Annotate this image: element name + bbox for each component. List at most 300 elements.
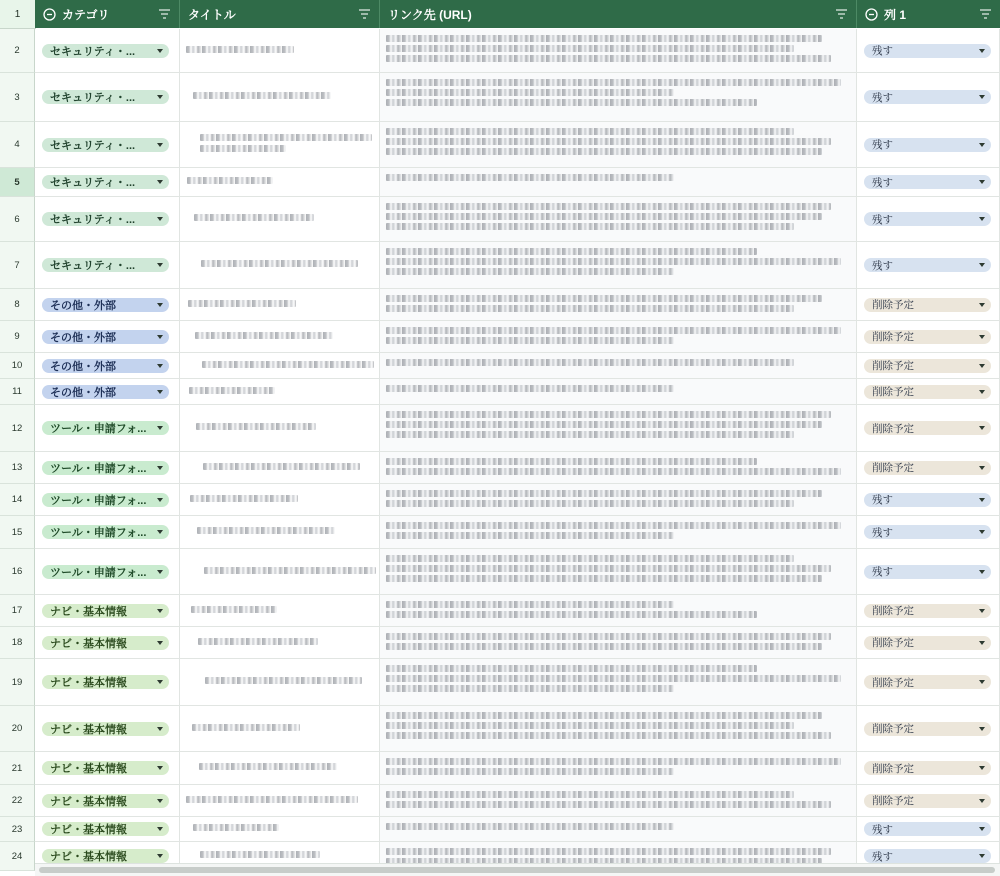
chevron-down-icon[interactable] [979,335,985,339]
table-row[interactable] [0,405,1000,452]
category-cell[interactable] [35,785,180,817]
category-dropdown-chip[interactable] [42,44,169,58]
action-dropdown-chip[interactable] [864,258,991,272]
chevron-down-icon[interactable] [157,335,163,339]
action-dropdown-chip[interactable] [864,565,991,579]
table-row[interactable] [0,752,1000,785]
table-row[interactable] [0,516,1000,549]
action-cell[interactable] [857,197,1000,242]
table-row[interactable] [0,321,1000,353]
table-row[interactable] [0,168,1000,197]
chevron-down-icon[interactable] [979,827,985,831]
category-dropdown-chip[interactable] [42,359,169,373]
category-cell[interactable] [35,321,180,353]
table-row[interactable] [0,29,1000,73]
redacted-text [200,134,372,141]
chevron-down-icon[interactable] [157,390,163,394]
chevron-down-icon[interactable] [979,263,985,267]
filter-icon[interactable] [979,8,992,20]
chevron-down-icon[interactable] [979,680,985,684]
category-cell[interactable] [35,29,180,73]
action-label: 削除予定 [872,795,914,807]
action-dropdown-chip[interactable] [864,675,991,689]
redacted-url [386,213,822,220]
chevron-down-icon[interactable] [157,180,163,184]
chevron-down-icon[interactable] [979,570,985,574]
action-cell[interactable] [857,484,1000,516]
row-number[interactable]: 4 [0,122,35,168]
url-cell[interactable] [380,379,857,405]
url-cell[interactable] [380,595,857,627]
redacted-text [199,763,337,770]
action-cell[interactable] [857,73,1000,122]
category-dropdown-chip[interactable] [42,761,169,775]
category-label: ナビ・基本情報 [50,723,127,736]
horizontal-scrollbar[interactable] [35,863,1000,876]
category-label: その他・外部 [50,299,116,312]
chevron-down-icon[interactable] [979,609,985,613]
redacted-text [194,214,314,221]
action-dropdown-chip[interactable] [864,330,991,344]
scrollbar-thumb[interactable] [39,867,995,873]
category-dropdown-chip[interactable] [42,258,169,272]
title-cell[interactable] [180,627,380,659]
category-dropdown-chip[interactable] [42,636,169,650]
chevron-down-icon[interactable] [157,570,163,574]
title-cell[interactable] [180,706,380,752]
category-dropdown-chip[interactable] [42,385,169,399]
chevron-down-icon[interactable] [979,95,985,99]
url-cell[interactable] [380,752,857,785]
title-cell[interactable] [180,379,380,405]
category-cell[interactable] [35,627,180,659]
redacted-text [190,495,298,502]
chevron-down-icon[interactable] [979,530,985,534]
title-cell[interactable] [180,516,380,549]
url-cell[interactable] [380,484,857,516]
category-dropdown-chip[interactable] [42,330,169,344]
row-number[interactable]: 14 [0,484,35,516]
chevron-down-icon[interactable] [157,143,163,147]
category-dropdown-chip[interactable] [42,822,169,836]
category-label: セキュリティ・... [50,92,136,104]
redacted-url [386,611,757,618]
action-dropdown-chip[interactable] [864,421,991,435]
category-dropdown-chip[interactable] [42,722,169,736]
category-cell[interactable] [35,405,180,452]
chevron-down-icon[interactable] [157,854,163,858]
row-number[interactable]: 19 [0,659,35,706]
row-number[interactable]: 2 [0,29,35,73]
action-dropdown-chip[interactable] [864,90,991,104]
url-cell[interactable] [380,321,857,353]
table-row[interactable] [0,197,1000,242]
row-number[interactable]: 10 [0,353,35,379]
row-number[interactable]: 18 [0,627,35,659]
chevron-down-icon[interactable] [979,641,985,645]
column-header-label: カテゴリ [62,7,110,22]
url-cell[interactable] [380,659,857,706]
redacted-text [189,387,275,394]
chevron-down-icon[interactable] [157,609,163,613]
column-header-title[interactable] [180,0,380,28]
redacted-url [386,385,674,392]
filter-icon[interactable] [835,8,848,20]
action-dropdown-chip[interactable] [864,298,991,312]
title-cell[interactable] [180,659,380,706]
action-cell[interactable] [857,29,1000,73]
table-row[interactable] [0,242,1000,289]
category-dropdown-chip[interactable] [42,794,169,808]
redacted-url [386,468,841,475]
redacted-url [386,712,822,719]
chevron-down-icon[interactable] [157,303,163,307]
category-dropdown-chip[interactable] [42,138,169,152]
title-cell[interactable] [180,168,380,197]
chevron-down-icon[interactable] [157,426,163,430]
action-dropdown-chip[interactable] [864,175,991,189]
url-cell[interactable] [380,73,857,122]
redacted-text [186,796,358,803]
table-row[interactable] [0,353,1000,379]
action-label: 削除予定 [872,762,914,775]
category-dropdown-chip[interactable] [42,90,169,104]
chevron-down-icon[interactable] [157,727,163,731]
chevron-down-icon[interactable] [157,49,163,53]
action-dropdown-chip[interactable] [864,849,991,863]
chevron-down-icon[interactable] [979,217,985,221]
title-cell[interactable] [180,242,380,289]
url-cell[interactable] [380,353,857,379]
row-number[interactable]: 23 [0,817,35,842]
table-row[interactable] [0,122,1000,168]
redacted-url [386,758,841,765]
url-cell[interactable] [380,549,857,595]
category-dropdown-chip[interactable] [42,493,169,507]
table-row[interactable] [0,627,1000,659]
action-dropdown-chip[interactable] [864,138,991,152]
redacted-url [386,327,841,334]
column-header-category[interactable] [35,0,180,28]
chevron-down-icon[interactable] [157,680,163,684]
header-row [0,0,1000,29]
action-cell[interactable] [857,168,1000,197]
row-number[interactable]: 11 [0,379,35,405]
action-dropdown-chip[interactable] [864,493,991,507]
chevron-down-icon[interactable] [979,727,985,731]
action-cell[interactable] [857,627,1000,659]
title-cell[interactable] [180,321,380,353]
category-cell[interactable] [35,452,180,484]
action-dropdown-chip[interactable] [864,761,991,775]
dropdown-column-icon [865,8,878,21]
chevron-down-icon[interactable] [157,263,163,267]
category-cell[interactable] [35,752,180,785]
redacted-url [386,601,674,608]
action-label: 削除予定 [872,360,914,372]
chevron-down-icon[interactable] [157,530,163,534]
action-label: 残す [872,494,893,506]
category-dropdown-chip[interactable] [42,604,169,618]
url-cell[interactable] [380,29,857,73]
row-number[interactable]: 15 [0,516,35,549]
category-label: セキュリティ・... [50,214,136,226]
title-cell[interactable] [180,752,380,785]
title-cell[interactable] [180,452,380,484]
redacted-text [204,567,376,574]
title-cell[interactable] [180,549,380,595]
column-header-col1[interactable] [857,0,1000,28]
action-label: 残す [872,823,893,836]
redacted-url [386,99,757,106]
category-dropdown-chip[interactable] [42,212,169,226]
redacted-url [386,223,794,230]
redacted-url [386,128,794,135]
redacted-url [386,823,674,830]
chevron-down-icon[interactable] [157,641,163,645]
category-label: セキュリティ・... [50,139,136,152]
category-label: ナビ・基本情報 [50,851,127,863]
chevron-down-icon[interactable] [979,426,985,430]
title-cell[interactable] [180,785,380,817]
action-dropdown-chip[interactable] [864,636,991,650]
category-label: その他・外部 [50,360,116,373]
row-number[interactable]: 16 [0,549,35,595]
category-dropdown-chip[interactable] [42,849,169,863]
chevron-down-icon[interactable] [157,364,163,368]
category-cell[interactable] [35,516,180,549]
action-label: 残す [872,176,893,189]
filter-icon[interactable] [158,8,171,20]
url-cell[interactable] [380,168,857,197]
category-cell[interactable] [35,289,180,321]
table-row[interactable] [0,785,1000,817]
url-cell[interactable] [380,627,857,659]
redacted-url [386,337,674,344]
chevron-down-icon[interactable] [979,390,985,394]
redacted-text [187,177,273,184]
title-cell[interactable] [180,405,380,452]
action-dropdown-chip[interactable] [864,794,991,808]
action-dropdown-chip[interactable] [864,604,991,618]
title-cell[interactable] [180,595,380,627]
row-number[interactable]: 8 [0,289,35,321]
row-number[interactable]: 17 [0,595,35,627]
row-number[interactable]: 12 [0,405,35,452]
table-row[interactable] [0,817,1000,842]
url-cell[interactable] [380,785,857,817]
chevron-down-icon[interactable] [157,827,163,831]
row-number[interactable]: 7 [0,242,35,289]
action-label: 残す [872,259,893,272]
chevron-down-icon[interactable] [979,364,985,368]
title-cell[interactable] [180,73,380,122]
category-dropdown-chip[interactable] [42,565,169,579]
column-header-label: 列 1 [884,7,907,22]
action-cell[interactable] [857,353,1000,379]
row-number[interactable]: 20 [0,706,35,752]
table-row[interactable] [0,452,1000,484]
action-cell[interactable] [857,706,1000,752]
row-number[interactable]: 24 [0,842,35,871]
chevron-down-icon[interactable] [979,143,985,147]
action-cell[interactable] [857,122,1000,168]
chevron-down-icon[interactable] [979,799,985,803]
row-number[interactable]: 22 [0,785,35,817]
url-cell[interactable] [380,122,857,168]
redacted-text [186,46,294,53]
action-cell[interactable] [857,516,1000,549]
redacted-url [386,431,794,438]
category-dropdown-chip[interactable] [42,175,169,189]
url-cell[interactable] [380,817,857,842]
redacted-url [386,45,794,52]
action-label: 残す [872,213,893,226]
action-cell[interactable] [857,405,1000,452]
action-cell[interactable] [857,289,1000,321]
title-cell[interactable] [180,289,380,321]
category-cell[interactable] [35,168,180,197]
title-cell[interactable] [180,29,380,73]
url-cell[interactable] [380,405,857,452]
category-cell[interactable] [35,549,180,595]
action-cell[interactable] [857,242,1000,289]
column-header-url[interactable] [380,0,857,28]
url-cell[interactable] [380,289,857,321]
chevron-down-icon[interactable] [157,95,163,99]
row-number-header[interactable]: 1 [0,0,36,29]
category-cell[interactable] [35,379,180,405]
category-cell[interactable] [35,353,180,379]
action-label: 削除予定 [872,637,914,649]
redacted-text [200,145,286,152]
title-cell[interactable] [180,122,380,168]
table-row[interactable] [0,484,1000,516]
category-label: ツール・申請フォ... [50,494,147,507]
column-header-label: リンク先 (URL) [388,7,472,22]
url-cell[interactable] [380,242,857,289]
category-dropdown-chip[interactable] [42,461,169,475]
url-cell[interactable] [380,516,857,549]
category-dropdown-chip[interactable] [42,421,169,435]
row-number[interactable]: 9 [0,321,35,353]
action-cell[interactable] [857,785,1000,817]
chevron-down-icon[interactable] [979,498,985,502]
category-cell[interactable] [35,595,180,627]
action-label: 削除予定 [872,605,914,617]
action-dropdown-chip[interactable] [864,359,991,373]
chevron-down-icon[interactable] [979,766,985,770]
action-dropdown-chip[interactable] [864,822,991,836]
redacted-text [203,463,360,470]
redacted-url [386,35,822,42]
category-label: ツール・申請フォ... [50,566,147,579]
action-dropdown-chip[interactable] [864,385,991,399]
row-number[interactable]: 13 [0,452,35,484]
chevron-down-icon[interactable] [157,766,163,770]
category-dropdown-chip[interactable] [42,298,169,312]
chevron-down-icon[interactable] [979,49,985,53]
table-row[interactable] [0,549,1000,595]
action-cell[interactable] [857,595,1000,627]
category-cell[interactable] [35,122,180,168]
title-cell[interactable] [180,817,380,842]
action-cell[interactable] [857,817,1000,842]
category-cell[interactable] [35,706,180,752]
chevron-down-icon[interactable] [979,466,985,470]
chevron-down-icon[interactable] [979,303,985,307]
filter-icon[interactable] [358,8,371,20]
category-label: セキュリティ・... [50,45,136,58]
url-cell[interactable] [380,452,857,484]
category-label: ツール・申請フォ... [50,423,147,435]
category-cell[interactable] [35,197,180,242]
action-cell[interactable] [857,659,1000,706]
action-dropdown-chip[interactable] [864,212,991,226]
chevron-down-icon[interactable] [157,799,163,803]
row-number[interactable]: 6 [0,197,35,242]
redacted-url [386,675,841,682]
url-cell[interactable] [380,706,857,752]
action-dropdown-chip[interactable] [864,461,991,475]
action-label: 削除予定 [872,331,914,343]
chevron-down-icon[interactable] [157,217,163,221]
table-row[interactable] [0,73,1000,122]
url-cell[interactable] [380,197,857,242]
title-cell[interactable] [180,197,380,242]
action-dropdown-chip[interactable] [864,525,991,539]
category-dropdown-chip[interactable] [42,675,169,689]
category-label: セキュリティ・... [50,260,136,272]
redacted-text [193,824,279,831]
redacted-url [386,268,674,275]
category-cell[interactable] [35,659,180,706]
table-row[interactable] [0,289,1000,321]
table-row[interactable] [0,379,1000,405]
action-dropdown-chip[interactable] [864,44,991,58]
table-row[interactable] [0,706,1000,752]
chevron-down-icon[interactable] [979,854,985,858]
row-number[interactable]: 21 [0,752,35,785]
action-cell[interactable] [857,321,1000,353]
redacted-url [386,258,841,265]
redacted-url [386,791,794,798]
title-cell[interactable] [180,484,380,516]
action-dropdown-chip[interactable] [864,722,991,736]
action-cell[interactable] [857,549,1000,595]
chevron-down-icon[interactable] [157,498,163,502]
chevron-down-icon[interactable] [979,180,985,184]
table-row[interactable] [0,659,1000,706]
table-row[interactable] [0,595,1000,627]
redacted-text [192,724,300,731]
category-dropdown-chip[interactable] [42,525,169,539]
category-cell[interactable] [35,484,180,516]
chevron-down-icon[interactable] [157,466,163,470]
category-cell[interactable] [35,817,180,842]
action-cell[interactable] [857,452,1000,484]
row-number[interactable]: 5 [0,168,35,197]
action-cell[interactable] [857,752,1000,785]
redacted-text [196,423,316,430]
row-number[interactable]: 3 [0,73,35,122]
category-cell[interactable] [35,73,180,122]
title-cell[interactable] [180,353,380,379]
action-label: 残す [872,91,893,104]
category-label: ナビ・基本情報 [50,795,127,808]
category-cell[interactable] [35,242,180,289]
action-cell[interactable] [857,379,1000,405]
